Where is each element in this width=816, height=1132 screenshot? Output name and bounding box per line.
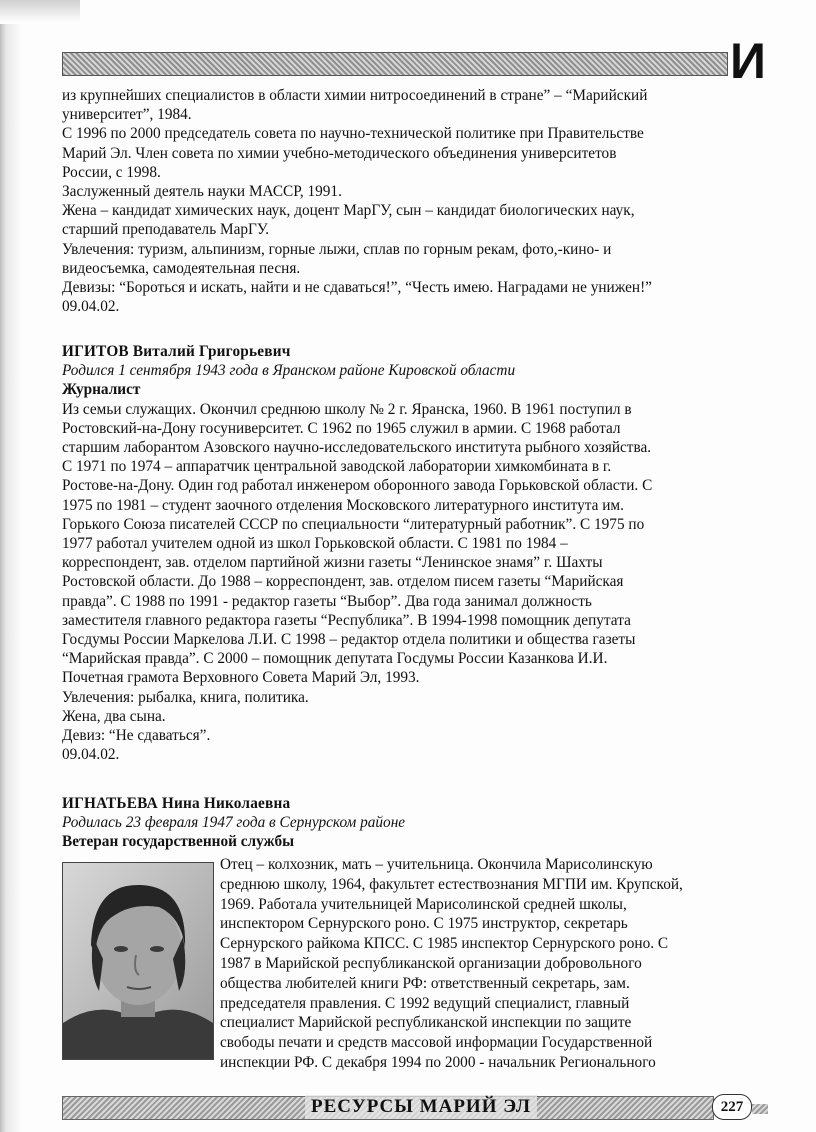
text-line: Ростовский-на-Дону госуниверситет. С 1962 по 1965 служил в армии. С 1968 работал	[62, 419, 621, 437]
text-line: Почетная грамота Верховного Совета Марий Эл, 1993.	[62, 669, 420, 687]
text-line: Заслуженный деятель науки МАССР, 1991.	[62, 183, 342, 201]
person-role: Журналист	[62, 381, 141, 399]
text-line: Из семьи служащих. Окончил среднюю школу № 2 г. Яранска, 1960. В 1961 поступил в	[62, 400, 632, 418]
text-line: Горького Союза писателей СССР по специальности “литературный работник”. С 1975 по	[62, 515, 645, 533]
text-line: заместителя главного редактора газеты “Республика”. В 1994-1998 помощник депутата	[62, 611, 631, 629]
text-line: Марий Эл. Член совета по химии учебно-методического объединения университетов	[62, 144, 617, 162]
page-number: 227	[712, 1094, 752, 1120]
text-line: Жена, два сына.	[62, 707, 166, 725]
entry-continued	[62, 86, 762, 316]
birth-info: Родился 1 сентября 1943 года в Яранском районе Кировской области	[62, 362, 516, 380]
person-name: ИГНАТЬЕВА Нина Николаевна	[62, 795, 291, 812]
text-line: 09.04.02.	[62, 298, 120, 316]
text-line: видеосъемка, самодеятельная песня.	[62, 259, 301, 277]
person-name: ИГИТОВ Виталий Григорьевич	[62, 343, 291, 360]
entry-ignatieva-header	[62, 794, 762, 852]
page-corner-shadow	[0, 0, 80, 24]
entry-igitov	[62, 342, 762, 764]
text-line: С 1971 по 1974 – аппаратчик центральной заводской лаборатории химкомбината в г.	[62, 458, 612, 476]
text-line: корреспондент, зав. отделом партийной жизни газеты “Ленинское знамя” г. Шахты	[62, 554, 603, 572]
text-line: Сернурского райкома КПСС. С 1985 инспектор Сернурского роно. С	[220, 935, 669, 953]
text-line: Увлечения: туризм, альпинизм, горные лыжи, сплав по горным рекам, фото,-кино- и	[62, 240, 612, 258]
text-line: университет”, 1984.	[62, 106, 192, 124]
text-line: инспекции РФ. С декабря 1994 по 2000 - начальник Регионального	[220, 1053, 656, 1071]
text-line: Ростовской области. До 1988 – корреспондент, зав. отделом писем газеты “Марийская	[62, 573, 624, 591]
text-line: Девизы: “Бороться и искать, найти и не сдаваться!”, “Честь имею. Наградами не унижен!”	[62, 279, 652, 297]
text-line: правда”. С 1988 по 1991 - редактор газеты “Выбор”. Два года занимал должность	[62, 592, 592, 610]
text-line: Отец – колхозник, мать – учительница. Окончила Марисолинскую	[220, 856, 653, 873]
text-line: из крупнейших специалистов в области химии нитросоединений в стране” – “Марийский	[62, 87, 648, 104]
text-line: 09.04.02.	[62, 746, 120, 764]
text-line: специалист Марийской республиканской инспекции по защите	[220, 1014, 632, 1032]
text-line: инспектором Сернурского роно. С 1975 инструктор, секретарь	[220, 915, 628, 933]
text-line: старший преподаватель МарГУ.	[62, 221, 270, 239]
footer-band-tail	[752, 1104, 768, 1114]
text-line: 1975 по 1981 – студент заочного отделения Московского литературного института им.	[62, 496, 624, 514]
footer-title: РЕСУРСЫ МАРИЙ ЭЛ	[305, 1095, 537, 1119]
text-line: Ростове-на-Дону. Один год работал инженером оборонного завода Горьковской области. С	[62, 477, 653, 495]
birth-info: Родилась 23 февраля 1947 года в Сернурском районе	[62, 814, 406, 832]
text-line: С 1996 по 2000 председатель совета по научно-технической политике при Правительстве	[62, 125, 644, 143]
portrait-photo	[62, 862, 214, 1060]
text-line: свободы печати и средств массовой информации Государственной	[220, 1034, 653, 1052]
entry-ignatieva-bio	[220, 855, 770, 1073]
text-line: старшим лаборантом Азовского научно-исследовательского института рыбного хозяйства.	[62, 439, 652, 457]
text-line: Жена – кандидат химических наук, доцент МарГУ, сын – кандидат биологических наук,	[62, 202, 635, 220]
text-line: Увлечения: рыбалка, книга, политика.	[62, 688, 309, 706]
text-line: общества любителей книги РФ: ответственный секретарь, зам.	[220, 974, 630, 992]
person-role: Ветеран государственной службы	[62, 833, 295, 851]
text-line: 1987 в Марийской республиканской организации добровольного	[220, 954, 642, 972]
text-line: России, с 1998.	[62, 163, 161, 181]
page-edge-shadow	[0, 0, 26, 1132]
text-line: “Марийская правда”. С 2000 – помощник депутата Госдумы России Казанкова И.И.	[62, 650, 608, 668]
text-line: 1969. Работала учительницей Марисолинской средней школы,	[220, 895, 627, 913]
text-line: 1977 работал учителем одной из школ Горьковской области. С 1981 по 1984 –	[62, 535, 568, 553]
header-band	[62, 52, 728, 76]
section-letter: И	[730, 33, 766, 89]
text-line: Госдумы России Маркелова Л.И. С 1998 – редактор отдела политики и общества газеты	[62, 631, 636, 649]
portrait-image	[63, 863, 213, 1059]
text-line: среднюю школу, 1964, факультет естествознания МГПИ им. Крупской,	[220, 875, 683, 893]
text-line: Девиз: “Не сдаваться”.	[62, 727, 211, 745]
text-line: председателя правления. С 1992 ведущий специалист, главный	[220, 994, 630, 1012]
